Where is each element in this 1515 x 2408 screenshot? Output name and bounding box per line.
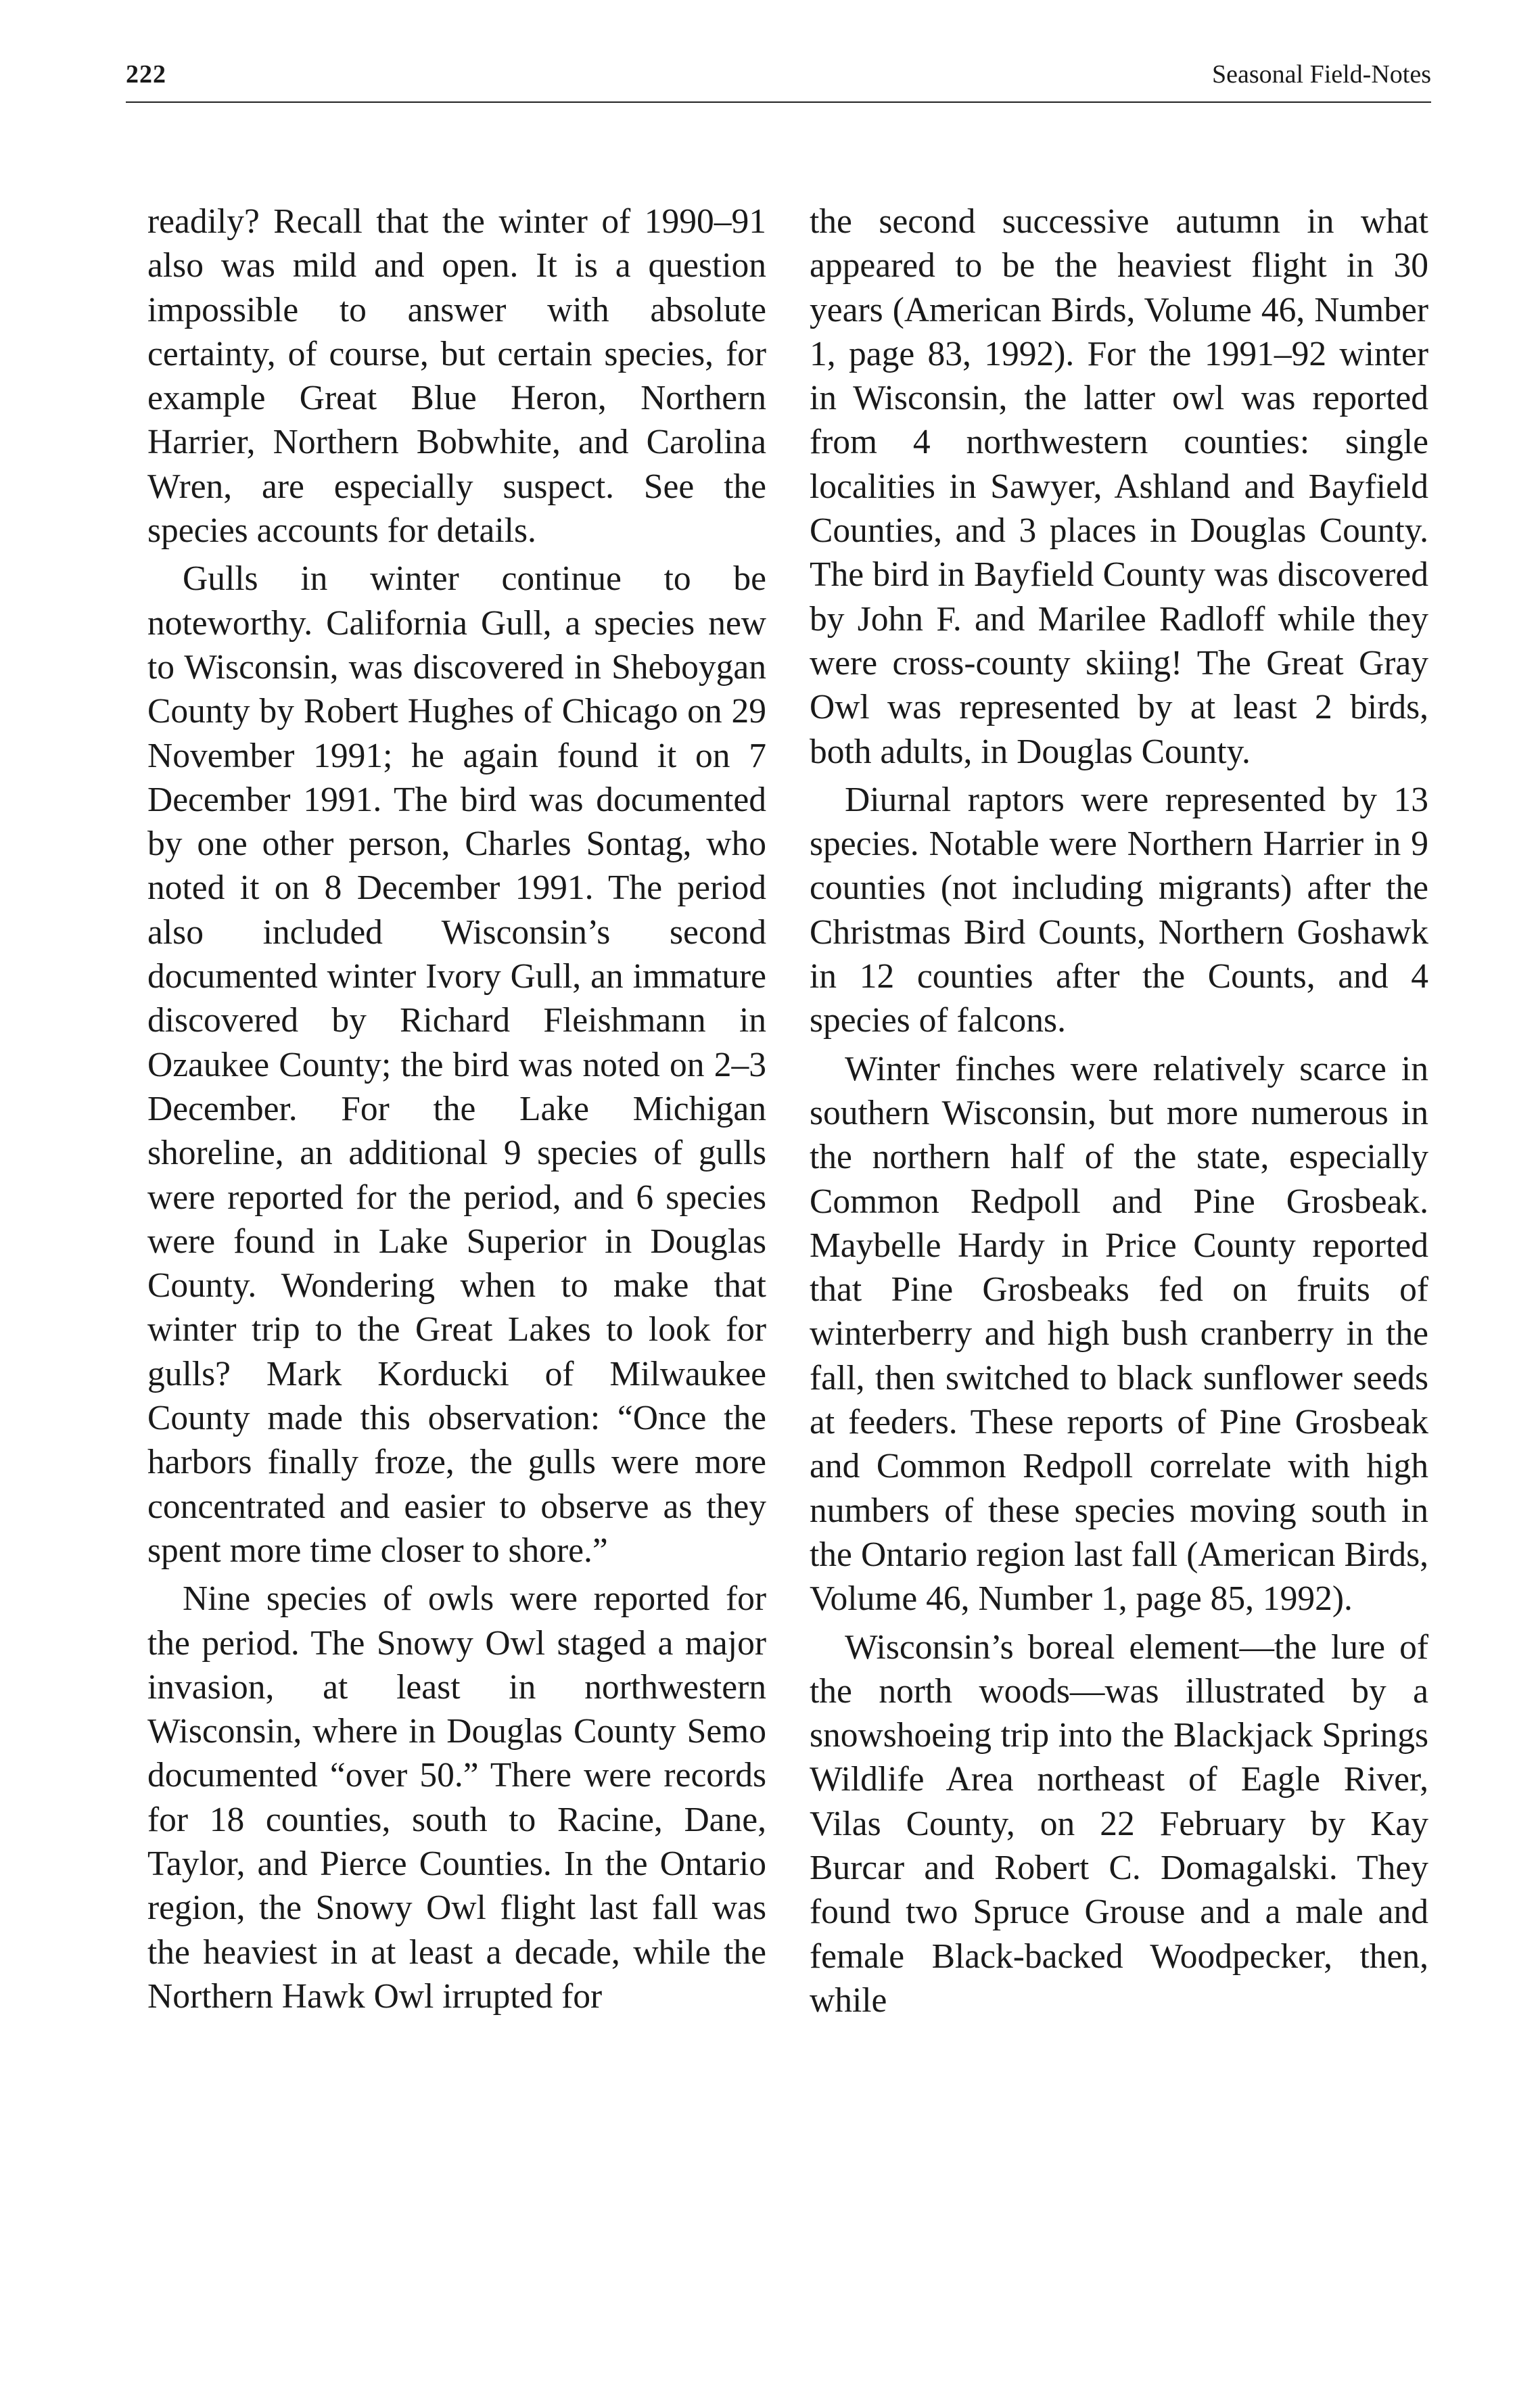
header-rule — [126, 101, 1431, 103]
paragraph: Gulls in winter continue to be noteworthy. California Gull, a species new to Wisconsin, was discovered in Sheboygan County by Robert Hughes of Chicago on 29 November 1991; he again found it on 7 December 1991. The bird was documented by one other person, Charles Sontag, who noted it on 8 December 1991. The period also included Wisconsin’s second documented winter Ivory Gull, an immature discovered by Richard Fleishmann in Ozaukee County; the bird was noted on 2–3 December. For the Lake Michigan shoreline, an additional 9 species of gulls were reported for the period, and 6 species were found in Lake Superior in Douglas County. Wondering when to make that winter trip to the Great Lakes to look for gulls? Mark Korducki of Milwaukee County made this observation: “Once the harbors finally froze, the gulls were more concentrated and easier to observe as they spent more time closer to shore.” — [147, 559, 766, 1570]
paragraph: the second successive autumn in what appeared to be the heaviest flight in 30 years (American Birds, Volume 46, Number 1, page 83, 1992). For the 1991–92 winter in Wisconsin, the latter owl was reported from 4 northwestern counties: single localities in Sawyer, Ashland and Bayfield Counties, and 3 places in Douglas County. The bird in Bayfield County was discovered by John F. and Marilee Radloff while they were cross-county skiing! The Great Gray Owl was represented by at least 2 birds, both adults, in Douglas County. — [810, 202, 1428, 771]
paragraph: Diurnal raptors were represented by 13 species. Notable were Northern Harrier in 9 counties (not including migrants) after the Christmas Bird Counts, Northern Goshawk in 12 counties after the Counts, and 4 species of falcons. — [810, 780, 1428, 1040]
section-title: Seasonal Field-Notes — [1211, 60, 1431, 89]
paragraph: Wisconsin’s boreal element—the lure of the north woods—was illustrated by a snowshoeing trip into the Blackjack Springs Wildlife Area northeast of Eagle River, Vilas County, on 22 February by Kay Burcar and Robert C. Domagalski. They found two Spruce Grouse and a male and female Black-backed Woodpecker, then, while — [810, 1627, 1428, 2020]
right-column — [810, 200, 1428, 2022]
paragraph: readily? Recall that the winter of 1990–91 also was mild and open. It is a question impossible to answer with absolute certainty, of course, but certain species, for example Great Blue Heron, Northern Harrier, Northern Bobwhite, and Carolina Wren, are especially suspect. See the species accounts for details. — [147, 202, 766, 551]
running-head — [126, 60, 1431, 100]
paragraph: Nine species of owls were reported for the period. The Snowy Owl staged a major invasion, at least in northwestern Wisconsin, where in Douglas County Semo documented “over 50.” There were records for 18 counties, south to Racine, Dane, Taylor, and Pierce Counties. In the Ontario region, the Snowy Owl flight last fall was the heaviest in at least a decade, while the Northern Hawk Owl irrupted for — [147, 1579, 766, 2016]
left-column — [147, 200, 766, 2018]
page-number: 222 — [126, 60, 166, 89]
paragraph: Winter finches were relatively scarce in southern Wisconsin, but more numerous in the northern half of the state, especially Common Redpoll and Pine Grosbeak. Maybelle Hardy in Price County reported that Pine Grosbeaks fed on fruits of winterberry and high bush cranberry in the fall, then switched to black sunflower seeds at feeders. These reports of Pine Grosbeak and Common Redpoll correlate with high numbers of these species moving south in the Ontario region last fall (American Birds, Volume 46, Number 1, page 85, 1992). — [810, 1049, 1428, 1619]
